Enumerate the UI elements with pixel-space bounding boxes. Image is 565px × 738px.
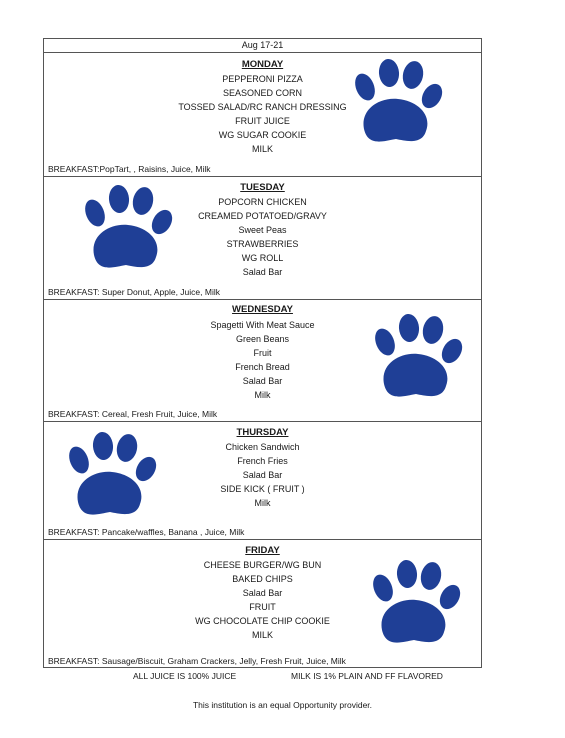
paw-print-icon bbox=[346, 59, 446, 149]
menu-item: French Bread bbox=[235, 362, 290, 372]
menu-item: SEASONED CORN bbox=[222, 88, 302, 98]
menu-item: Chicken Sandwich bbox=[225, 442, 300, 452]
menu-item: SIDE KICK ( FRUIT ) bbox=[220, 484, 305, 494]
menu-item: Milk bbox=[254, 498, 271, 508]
menu-item: Salad Bar bbox=[242, 376, 283, 386]
menu-sheet bbox=[43, 38, 482, 668]
breakfast-line: BREAKFAST: Sausage/Biscuit, Graham Crackers, Jelly, Fresh Fruit, Juice, Milk bbox=[48, 656, 346, 666]
menu-item: FRUIT JUICE bbox=[235, 116, 290, 126]
day-title: FRIDAY bbox=[245, 545, 280, 556]
menu-item: Salad Bar bbox=[242, 588, 283, 598]
menu-item: Green Beans bbox=[235, 334, 290, 344]
breakfast-line: BREAKFAST: Pancake/waffles, Banana , Juice, Milk bbox=[48, 527, 245, 537]
menu-item: WG SUGAR COOKIE bbox=[218, 130, 307, 140]
menu-item: CREAMED POTATOED/GRAVY bbox=[198, 211, 327, 221]
day-monday bbox=[44, 53, 481, 177]
paw-print-icon bbox=[76, 185, 176, 275]
menu-item: MILK bbox=[251, 630, 273, 640]
menu-item: WG CHOCOLATE CHIP COOKIE bbox=[195, 616, 330, 626]
menu-item: Sweet Peas bbox=[238, 225, 287, 235]
menu-item: MILK bbox=[251, 144, 273, 154]
paw-print-icon bbox=[60, 432, 160, 522]
paw-print-icon bbox=[364, 560, 464, 650]
menu-item: French Fries bbox=[237, 456, 288, 466]
day-title: TUESDAY bbox=[240, 182, 285, 193]
menu-item: POPCORN CHICKEN bbox=[218, 197, 307, 207]
menu-item: TOSSED SALAD/RC RANCH DRESSING bbox=[178, 102, 347, 112]
day-title: MONDAY bbox=[241, 59, 284, 70]
breakfast-line: BREAKFAST: Cereal, Fresh Fruit, Juice, Milk bbox=[48, 409, 218, 419]
menu-item: Spagetti With Meat Sauce bbox=[210, 320, 315, 330]
breakfast-line: BREAKFAST: Super Donut, Apple, Juice, Milk bbox=[48, 287, 220, 297]
day-title: WEDNESDAY bbox=[232, 304, 293, 315]
menu-item: STRAWBERRIES bbox=[226, 239, 299, 249]
menu-item: Fruit bbox=[253, 348, 272, 358]
equal-opportunity-statement: This institution is an equal Opportunity provider. bbox=[192, 700, 373, 710]
breakfast-line: BREAKFAST:PopTart, , Raisins, Juice, Milk bbox=[48, 164, 211, 174]
menu-item: Salad Bar bbox=[242, 267, 283, 277]
day-title: THURSDAY bbox=[236, 427, 289, 438]
date-range: Aug 17-21 bbox=[44, 39, 481, 53]
menu-item: CHEESE BURGER/WG BUN bbox=[203, 560, 322, 570]
menu-item: BAKED CHIPS bbox=[232, 574, 293, 584]
menu-item: WG ROLL bbox=[241, 253, 284, 263]
day-thursday bbox=[44, 422, 481, 540]
menu-item: Salad Bar bbox=[242, 470, 283, 480]
juice-note: ALL JUICE IS 100% JUICE bbox=[133, 671, 237, 681]
menu-item: PEPPERONI PIZZA bbox=[222, 74, 303, 84]
day-tuesday bbox=[44, 177, 481, 300]
milk-note: MILK IS 1% PLAIN AND FF FLAVORED bbox=[291, 671, 443, 681]
day-friday bbox=[44, 540, 481, 668]
day-wednesday bbox=[44, 300, 481, 422]
menu-item: FRUIT bbox=[249, 602, 276, 612]
paw-print-icon bbox=[366, 314, 466, 404]
menu-item: Milk bbox=[254, 390, 271, 400]
